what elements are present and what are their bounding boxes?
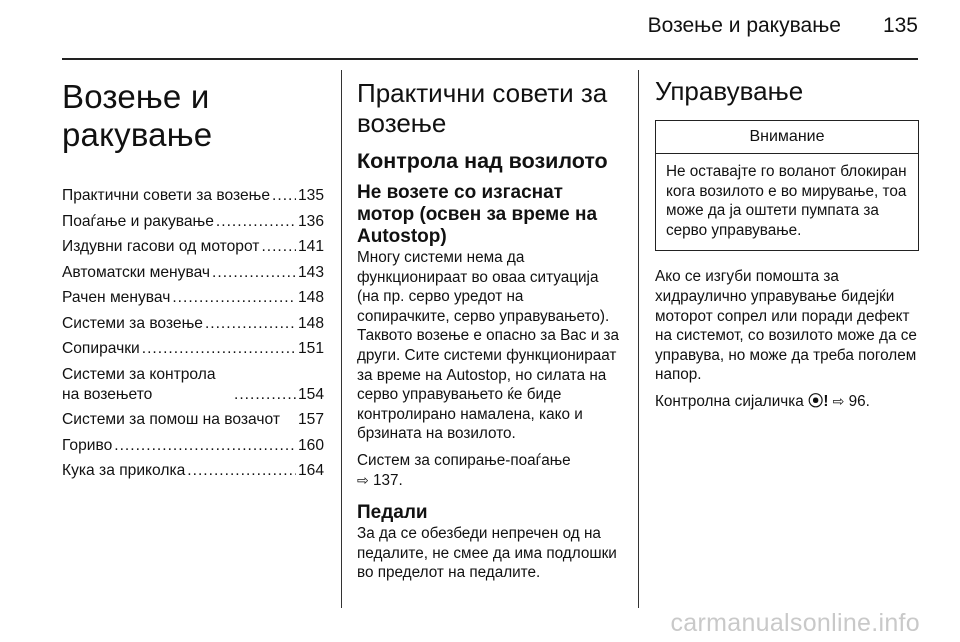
toc-leader	[261, 237, 296, 257]
toc-label: Гориво	[62, 436, 113, 454]
toc-leader	[205, 314, 296, 334]
reference-page[interactable]: 96.	[848, 392, 870, 410]
toc-item[interactable]	[62, 410, 324, 430]
toc-item[interactable]	[62, 461, 324, 481]
toc-leader	[272, 186, 296, 206]
toc-label: Системи за контрола на возењето	[62, 365, 216, 403]
reference-page[interactable]: 137.	[372, 471, 403, 489]
toc-page: 136	[297, 212, 324, 230]
toc-leader	[142, 339, 296, 359]
toc-leader	[187, 461, 296, 481]
running-header	[648, 14, 918, 38]
toc-leader	[234, 385, 296, 405]
page-reference-icon: ⇨	[357, 471, 369, 488]
toc-label: Системи за возење	[62, 314, 203, 332]
subsection-title: Контрола над возилото	[357, 149, 608, 173]
toc-item[interactable]	[62, 237, 324, 257]
toc-label: Издувни гасови од моторот	[62, 238, 260, 255]
toc-page: 164	[297, 462, 324, 479]
toc-leader	[212, 263, 296, 283]
column-divider	[341, 70, 342, 608]
toc-page: 160	[297, 436, 324, 454]
watermark: carmanualsonline.info	[670, 609, 920, 637]
toc-leader	[172, 288, 296, 308]
section-title: Практични совети за возење	[357, 78, 608, 138]
page-reference-icon: ⇨	[832, 392, 845, 409]
toc-label: Практични совети за возење	[62, 187, 271, 204]
toc-item[interactable]	[62, 314, 324, 334]
toc-page: 157	[297, 411, 324, 428]
toc-item[interactable]	[62, 339, 324, 359]
toc-item[interactable]	[62, 263, 324, 283]
warning-heading: Внимание	[656, 121, 918, 154]
toc-leader	[114, 436, 296, 456]
toc-label: Автоматски менувач	[62, 263, 211, 281]
chapter-title: Возење и ракување	[62, 78, 213, 153]
toc-label: Рачен менувач	[62, 289, 171, 306]
toc-label: Сопирачки	[62, 340, 140, 357]
toc-item[interactable]	[62, 436, 324, 456]
toc-page: 135	[297, 187, 324, 204]
running-header-title: Возење и ракување	[647, 14, 841, 37]
steering-warning-icon: ⦿!	[808, 392, 829, 410]
steering-title: Управување	[655, 76, 804, 106]
toc-item[interactable]	[62, 365, 324, 405]
toc-page: 148	[297, 314, 324, 332]
toc-column	[62, 72, 324, 487]
page-number: 135	[882, 14, 918, 37]
column-divider	[638, 70, 639, 608]
toc-page: 148	[297, 289, 324, 306]
steering-loss-text: Ако се изгуби помошта за хидраулично управување бидејќи моторот сопрел или поради дефект на системот, со возилото може да се управува, но може да треба поголем напор.	[655, 268, 917, 384]
toc-page: 151	[297, 340, 324, 357]
engine-off-heading: Не возете со изгаснат мотор (освен за време на Autostop)	[357, 182, 598, 247]
toc-label: Кука за приколка	[62, 462, 186, 479]
toc-leader	[216, 212, 296, 232]
driving-tips-column	[357, 72, 619, 590]
toc-list	[62, 186, 324, 481]
pedals-heading: Педали	[357, 502, 428, 524]
toc-label: Поаѓање и ракување	[62, 212, 214, 230]
toc-item[interactable]	[62, 288, 324, 308]
toc-page: 141	[297, 238, 324, 255]
reference-text: Систем за сопирање-поаѓање	[357, 451, 571, 469]
steering-column	[655, 72, 919, 419]
engine-off-text: Многу системи нема да функционираат во оваа ситуација (на пр. серво уредот на сопирачките, серво управувањето). Таквото возење е опасно за Вас и за други. Сите системи функционираат за време на Autostop, но силата на серво управувањето ќе биде контролирано намалена, како и брзината на возилото.	[357, 249, 620, 443]
pedals-text: За да се обезбеди непречен од на педалите, не смее да има подлошки во пределот на педалите.	[357, 525, 617, 582]
toc-page: 143	[297, 263, 324, 281]
toc-page: 154	[297, 385, 324, 403]
autostop-reference	[357, 451, 619, 490]
toc-item[interactable]	[62, 212, 324, 232]
toc-item[interactable]	[62, 186, 324, 206]
warning-box	[655, 120, 919, 251]
toc-label: Системи за помош на возачот	[62, 411, 280, 428]
indicator-reference	[655, 392, 919, 412]
reference-text: Контролна сијаличка	[655, 392, 804, 410]
header-rule	[62, 58, 918, 60]
warning-text: Не оставајте го воланот блокиран кога возилото е во мирување, тоа може да ја оштети пумпата за серво управување.	[666, 163, 907, 239]
